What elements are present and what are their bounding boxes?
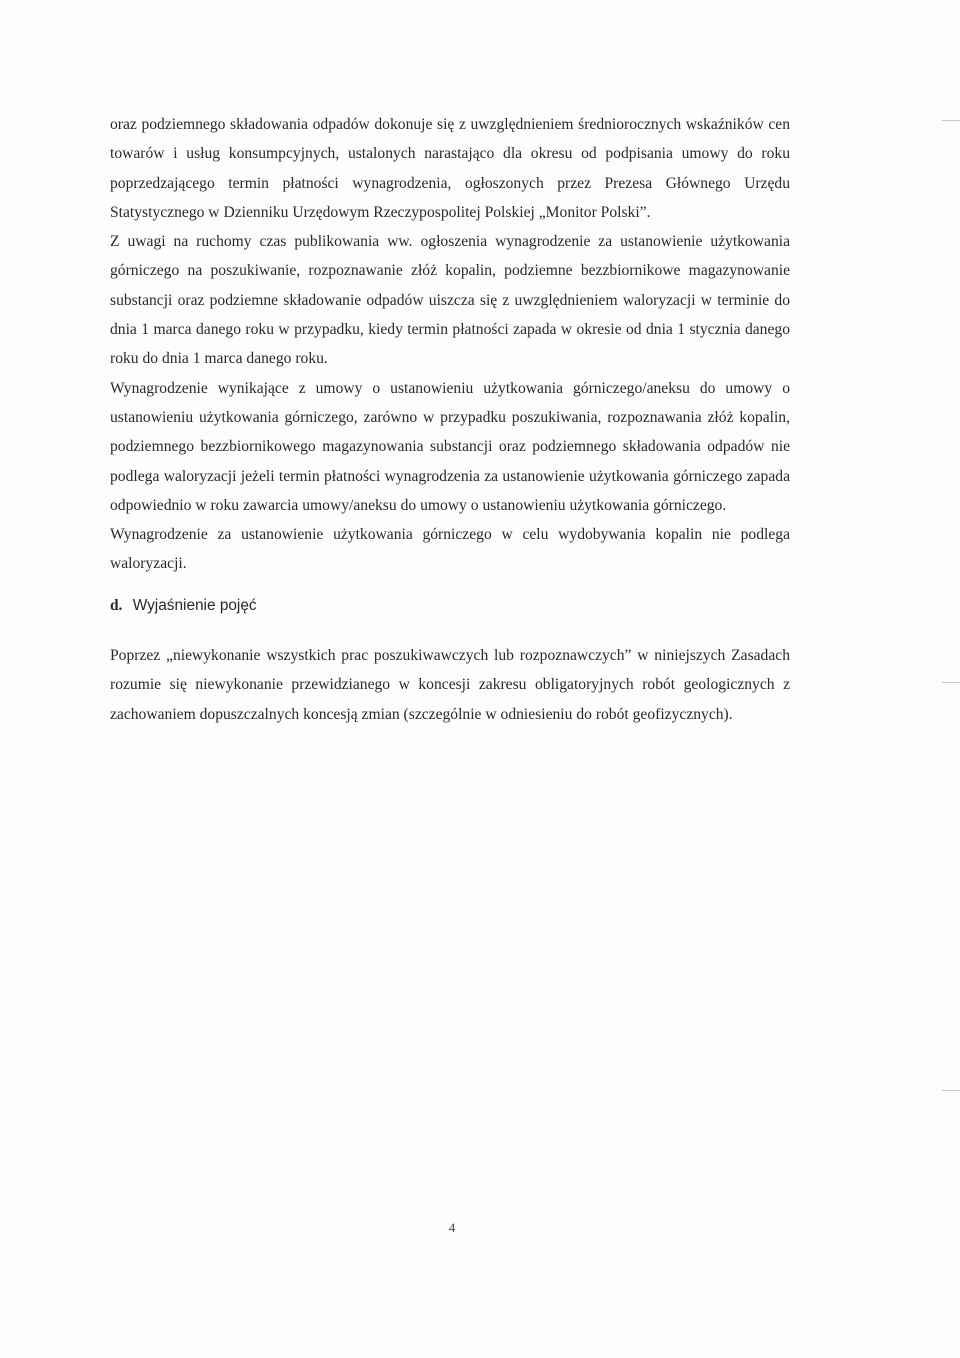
scan-edge-mark bbox=[942, 1090, 960, 1091]
paragraph: Wynagrodzenie za ustanowienie użytkowania górniczego w celu wydobywania kopalin nie podlega waloryzacji. bbox=[110, 526, 790, 573]
paragraph: oraz podziemnego składowania odpadów dokonuje się z uwzględnieniem średniorocznych wskaźników cen towarów i usług konsumpcyjnych, ustalonych narastająco dla okresu od podpisania umowy do roku poprzedzającego termin płatności wynagrodzenia, ogłoszonych przez Prezesa Głównego Urzędu Statystycznego w Dzienniku Urzędowym Rzeczypospolitej Polskiej „Monitor Polski”. bbox=[110, 116, 790, 221]
section-letter: d. bbox=[110, 596, 123, 614]
document-body bbox=[110, 110, 790, 729]
scan-edge-mark bbox=[942, 120, 960, 121]
scan-edge-mark bbox=[942, 682, 960, 683]
paragraph: Z uwagi na ruchomy czas publikowania ww. ogłoszenia wynagrodzenie za ustanowienie użytkowania górniczego na poszukiwanie, rozpoznawanie złóż kopalin, podziemne bezzbiornikowe magazynowanie substancji oraz podziemne składowanie odpadów uiszcza się z uwzględnieniem waloryzacji w terminie do dnia 1 marca danego roku w przypadku, kiedy termin płatności zapada w okresie od dnia 1 stycznia danego roku do dnia 1 marca danego roku. bbox=[110, 233, 790, 368]
paragraph: Wynagrodzenie wynikające z umowy o ustanowieniu użytkowania górniczego/aneksu do umowy o ustanowieniu użytkowania górniczego, zarówno w przypadku poszukiwania, rozpoznawania złóż kopalin, podziemnego bezzbiornikowego magazynowania substancji oraz podziemnego składowania odpadów nie podlega waloryzacji jeżeli termin płatności wynagrodzenia za ustanowienie użytkowania górniczego zapada odpowiednio w roku zawarcia umowy/aneksu do umowy o ustanowieniu użytkowania górniczego. bbox=[110, 379, 790, 514]
section-heading bbox=[110, 591, 790, 620]
section-title: Wyjaśnienie pojęć bbox=[132, 596, 257, 614]
paragraph: Poprzez „niewykonanie wszystkich prac poszukiwawczych lub rozpoznawczych” w niniejszych Zasadach rozumie się niewykonanie przewidzianego w koncesji zakresu obligatoryjnych robót geologicznych z zachowaniem dopuszczalnych koncesją zmian (szczególnie w odniesieniu do robót geofizycznych). bbox=[110, 647, 790, 723]
page-number: 4 bbox=[448, 1220, 456, 1235]
